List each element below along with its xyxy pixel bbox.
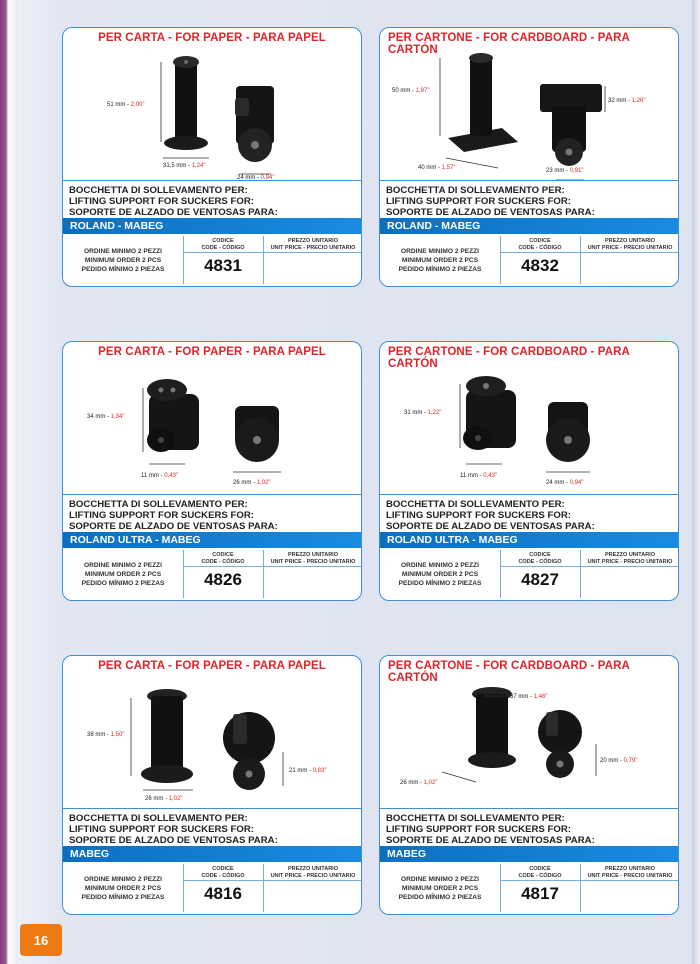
table-divider bbox=[580, 550, 581, 598]
table-divider bbox=[500, 550, 501, 598]
min-order-en: MINIMUM ORDER 2 PCS bbox=[401, 884, 479, 892]
card-title: PER CARTA - FOR PAPER - PARA PAPEL bbox=[98, 346, 326, 358]
svg-text:11 mm - 0,43": 11 mm - 0,43" bbox=[141, 473, 179, 479]
product-photo bbox=[63, 46, 361, 180]
min-order-es: PEDIDO MÍNIMO 2 PIEZAS bbox=[398, 579, 482, 587]
product-photo bbox=[63, 674, 361, 808]
product-drawing bbox=[63, 674, 362, 808]
separator bbox=[63, 494, 361, 495]
code-header-line: CODE - CÓDIGO bbox=[201, 244, 245, 251]
svg-text:37 mm - 1,46": 37 mm - 1,46" bbox=[510, 694, 548, 700]
min-order-cell bbox=[63, 236, 183, 284]
product-card-4827 bbox=[379, 341, 679, 601]
table-divider bbox=[263, 236, 264, 284]
desc-line-es: SOPORTE DE ALZADO DE VENTOSAS PARA: bbox=[69, 521, 278, 532]
desc-line-en: LIFTING SUPPORT FOR SUCKERS FOR: bbox=[69, 824, 254, 835]
price-header bbox=[580, 550, 679, 566]
svg-text:20 mm - 0,79": 20 mm - 0,79" bbox=[600, 758, 638, 764]
product-code: 4817 bbox=[521, 884, 559, 903]
price-header-line: UNIT PRICE - PRECIO UNITARIO bbox=[270, 558, 356, 565]
svg-text:50 mm - 1,97": 50 mm - 1,97" bbox=[392, 88, 430, 94]
table-divider bbox=[183, 864, 184, 912]
card-title: PER CARTA - FOR PAPER - PARA PAPEL bbox=[98, 660, 326, 672]
product-drawing bbox=[380, 360, 679, 494]
desc-line-it: BOCCHETTA DI SOLLEVAMENTO PER: bbox=[69, 185, 248, 196]
desc-line-en: LIFTING SUPPORT FOR SUCKERS FOR: bbox=[69, 510, 254, 521]
description bbox=[386, 185, 595, 218]
min-order-it: ORDINE MINIMO 2 PEZZI bbox=[83, 247, 163, 255]
product-drawing bbox=[380, 46, 679, 180]
separator bbox=[380, 494, 678, 495]
description bbox=[69, 813, 278, 846]
machine-band: ROLAND - MABEG bbox=[63, 218, 361, 234]
min-order-es: PEDIDO MÍNIMO 2 PIEZAS bbox=[81, 579, 165, 587]
product-drawing bbox=[63, 46, 362, 180]
product-drawing bbox=[63, 360, 362, 494]
description bbox=[386, 499, 595, 532]
code-header-line: CODE - CÓDIGO bbox=[518, 558, 562, 565]
svg-text:26 mm - 1,02": 26 mm - 1,02" bbox=[233, 480, 271, 486]
table-divider bbox=[580, 236, 581, 284]
min-order-cell bbox=[380, 236, 500, 284]
price-header-line: UNIT PRICE - PRECIO UNITARIO bbox=[270, 244, 356, 251]
desc-line-en: LIFTING SUPPORT FOR SUCKERS FOR: bbox=[386, 196, 571, 207]
svg-text:32 mm - 1,26": 32 mm - 1,26" bbox=[608, 98, 646, 104]
code-header-line: CODICE bbox=[212, 238, 234, 244]
card-title: PER CARTONE - FOR CARDBOARD - PARA CARTÓN bbox=[388, 346, 630, 370]
min-order-es: PEDIDO MÍNIMO 2 PIEZAS bbox=[398, 893, 482, 901]
card-title: PER CARTA - FOR PAPER - PARA PAPEL bbox=[98, 32, 326, 44]
separator bbox=[380, 808, 678, 809]
code-header bbox=[183, 236, 263, 252]
product-card-4816 bbox=[62, 655, 362, 915]
code-header-line: CODE - CÓDIGO bbox=[518, 244, 562, 251]
price-header-line: PREZZO UNITARIO bbox=[604, 552, 655, 558]
table-divider bbox=[183, 236, 184, 284]
min-order-cell bbox=[63, 864, 183, 912]
machine-band: MABEG bbox=[63, 846, 361, 862]
min-order-cell bbox=[380, 864, 500, 912]
table-divider bbox=[263, 864, 264, 912]
description bbox=[386, 813, 595, 846]
price-header-line: PREZZO UNITARIO bbox=[287, 238, 338, 244]
product-photo bbox=[380, 674, 678, 808]
desc-line-es: SOPORTE DE ALZADO DE VENTOSAS PARA: bbox=[386, 521, 595, 532]
desc-line-es: SOPORTE DE ALZADO DE VENTOSAS PARA: bbox=[386, 835, 595, 846]
svg-text:11 mm - 0,43": 11 mm - 0,43" bbox=[460, 473, 498, 479]
price-header bbox=[263, 550, 362, 566]
price-header bbox=[580, 864, 679, 880]
svg-text:26 mm - 1,02": 26 mm - 1,02" bbox=[145, 796, 183, 802]
order-table bbox=[380, 864, 678, 915]
product-code: 4827 bbox=[521, 570, 559, 589]
separator bbox=[380, 180, 678, 181]
price-header bbox=[263, 236, 362, 252]
desc-line-it: BOCCHETTA DI SOLLEVAMENTO PER: bbox=[386, 813, 565, 824]
card-title: PER CARTONE - FOR CARDBOARD - PARA CARTÓN bbox=[388, 660, 630, 684]
svg-text:51 mm - 2,00": 51 mm - 2,00" bbox=[107, 102, 145, 108]
machine-band: ROLAND ULTRA - MABEG bbox=[63, 532, 361, 548]
table-divider bbox=[580, 864, 581, 912]
order-table bbox=[63, 550, 361, 601]
product-drawing bbox=[380, 674, 679, 808]
page-number: 16 bbox=[20, 924, 62, 956]
code-header-line: CODICE bbox=[212, 866, 234, 872]
product-photo bbox=[63, 360, 361, 494]
order-table bbox=[380, 236, 678, 287]
product-code: 4826 bbox=[204, 570, 242, 589]
description bbox=[69, 499, 278, 532]
machine-band: ROLAND ULTRA - MABEG bbox=[380, 532, 678, 548]
code-header-line: CODE - CÓDIGO bbox=[201, 558, 245, 565]
svg-text:24 mm - 0,94": 24 mm - 0,94" bbox=[237, 175, 275, 180]
machine-band: ROLAND - MABEG bbox=[380, 218, 678, 234]
code-header-line: CODICE bbox=[529, 238, 551, 244]
desc-line-en: LIFTING SUPPORT FOR SUCKERS FOR: bbox=[386, 510, 571, 521]
price-header-line: PREZZO UNITARIO bbox=[287, 552, 338, 558]
svg-text:31 mm - 1,22": 31 mm - 1,22" bbox=[404, 410, 442, 416]
description bbox=[69, 185, 278, 218]
price-header-line: PREZZO UNITARIO bbox=[287, 866, 338, 872]
desc-line-it: BOCCHETTA DI SOLLEVAMENTO PER: bbox=[69, 813, 248, 824]
desc-line-es: SOPORTE DE ALZADO DE VENTOSAS PARA: bbox=[386, 207, 595, 218]
min-order-es: PEDIDO MÍNIMO 2 PIEZAS bbox=[81, 893, 165, 901]
product-code: 4816 bbox=[204, 884, 242, 903]
table-divider bbox=[183, 252, 362, 253]
order-table bbox=[380, 550, 678, 601]
order-table bbox=[63, 864, 361, 915]
desc-line-es: SOPORTE DE ALZADO DE VENTOSAS PARA: bbox=[69, 835, 278, 846]
min-order-en: MINIMUM ORDER 2 PCS bbox=[84, 570, 162, 578]
product-card-4826 bbox=[62, 341, 362, 601]
svg-text:23 mm - 0,91": 23 mm - 0,91" bbox=[546, 168, 584, 174]
desc-line-es: SOPORTE DE ALZADO DE VENTOSAS PARA: bbox=[69, 207, 278, 218]
min-order-cell bbox=[63, 550, 183, 598]
svg-text:31,5 mm - 1,24": 31,5 mm - 1,24" bbox=[163, 163, 206, 169]
machine-band: MABEG bbox=[380, 846, 678, 862]
desc-line-en: LIFTING SUPPORT FOR SUCKERS FOR: bbox=[386, 824, 571, 835]
min-order-en: MINIMUM ORDER 2 PCS bbox=[84, 884, 162, 892]
price-header-line: UNIT PRICE - PRECIO UNITARIO bbox=[270, 872, 356, 879]
code-header bbox=[183, 550, 263, 566]
min-order-it: ORDINE MINIMO 2 PEZZI bbox=[400, 875, 480, 883]
price-header bbox=[263, 864, 362, 880]
code-header bbox=[500, 236, 580, 252]
svg-text:40 mm - 1,57": 40 mm - 1,57" bbox=[418, 165, 456, 171]
product-card-4831 bbox=[62, 27, 362, 287]
min-order-en: MINIMUM ORDER 2 PCS bbox=[401, 570, 479, 578]
code-header-line: CODICE bbox=[529, 552, 551, 558]
min-order-it: ORDINE MINIMO 2 PEZZI bbox=[83, 875, 163, 883]
code-header-line: CODICE bbox=[212, 552, 234, 558]
svg-text:24 mm - 0,94": 24 mm - 0,94" bbox=[546, 480, 584, 486]
price-header-line: UNIT PRICE - PRECIO UNITARIO bbox=[587, 244, 673, 251]
desc-line-it: BOCCHETTA DI SOLLEVAMENTO PER: bbox=[69, 499, 248, 510]
product-code: 4832 bbox=[521, 256, 559, 275]
min-order-es: PEDIDO MÍNIMO 2 PIEZAS bbox=[81, 265, 165, 273]
code-header-line: CODE - CÓDIGO bbox=[201, 872, 245, 879]
svg-text:34 mm - 1,34": 34 mm - 1,34" bbox=[87, 414, 125, 420]
product-card-4832 bbox=[379, 27, 679, 287]
table-divider bbox=[500, 236, 501, 284]
svg-text:26 mm - 1,02": 26 mm - 1,02" bbox=[400, 780, 438, 786]
table-divider bbox=[263, 550, 264, 598]
table-divider bbox=[183, 550, 184, 598]
svg-text:21 mm - 0,83": 21 mm - 0,83" bbox=[289, 768, 327, 774]
card-title: PER CARTONE - FOR CARDBOARD - PARA CARTÓN bbox=[388, 32, 630, 56]
table-divider bbox=[500, 880, 679, 881]
page-spine bbox=[8, 0, 18, 964]
code-header bbox=[500, 864, 580, 880]
product-photo bbox=[380, 46, 678, 180]
code-header-line: CODICE bbox=[529, 866, 551, 872]
separator bbox=[63, 180, 361, 181]
min-order-en: MINIMUM ORDER 2 PCS bbox=[401, 256, 479, 264]
min-order-it: ORDINE MINIMO 2 PEZZI bbox=[400, 561, 480, 569]
price-header-line: UNIT PRICE - PRECIO UNITARIO bbox=[587, 872, 673, 879]
product-photo bbox=[380, 360, 678, 494]
min-order-it: ORDINE MINIMO 2 PEZZI bbox=[83, 561, 163, 569]
min-order-it: ORDINE MINIMO 2 PEZZI bbox=[400, 247, 480, 255]
price-header bbox=[580, 236, 679, 252]
order-table bbox=[63, 236, 361, 287]
min-order-cell bbox=[380, 550, 500, 598]
code-header bbox=[500, 550, 580, 566]
price-header-line: PREZZO UNITARIO bbox=[604, 866, 655, 872]
table-divider bbox=[500, 864, 501, 912]
code-header bbox=[183, 864, 263, 880]
price-header-line: PREZZO UNITARIO bbox=[604, 238, 655, 244]
price-header-line: UNIT PRICE - PRECIO UNITARIO bbox=[587, 558, 673, 565]
desc-line-it: BOCCHETTA DI SOLLEVAMENTO PER: bbox=[386, 185, 565, 196]
separator bbox=[63, 808, 361, 809]
table-divider bbox=[500, 252, 679, 253]
min-order-en: MINIMUM ORDER 2 PCS bbox=[84, 256, 162, 264]
table-divider bbox=[183, 566, 362, 567]
svg-text:38 mm - 1,50": 38 mm - 1,50" bbox=[87, 732, 125, 738]
desc-line-it: BOCCHETTA DI SOLLEVAMENTO PER: bbox=[386, 499, 565, 510]
table-divider bbox=[183, 880, 362, 881]
table-divider bbox=[500, 566, 679, 567]
code-header-line: CODE - CÓDIGO bbox=[518, 872, 562, 879]
product-code: 4831 bbox=[204, 256, 242, 275]
product-card-4817 bbox=[379, 655, 679, 915]
page-edge bbox=[692, 0, 700, 964]
desc-line-en: LIFTING SUPPORT FOR SUCKERS FOR: bbox=[69, 196, 254, 207]
min-order-es: PEDIDO MÍNIMO 2 PIEZAS bbox=[398, 265, 482, 273]
